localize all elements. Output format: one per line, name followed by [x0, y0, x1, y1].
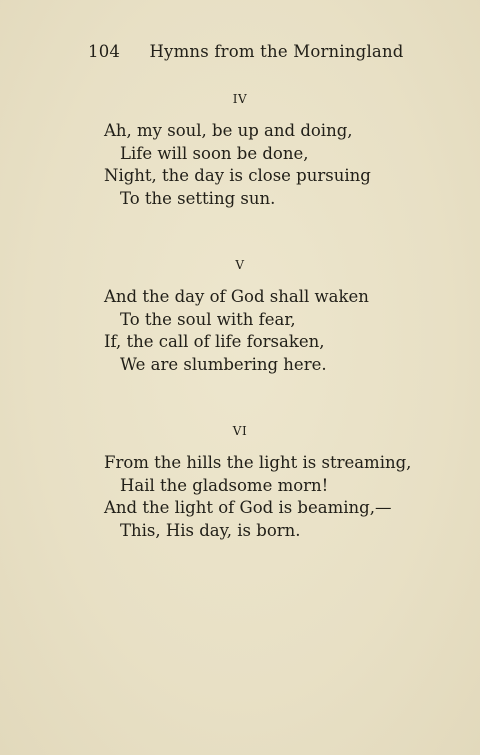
stanza-v — [104, 286, 424, 376]
stanza-line: Hail the gladsome morn! — [120, 475, 329, 495]
stanza-line: From the hills the light is streaming, — [104, 453, 412, 472]
stanza-line: Night, the day is close pursuing — [104, 166, 371, 185]
stanza-line: Life will soon be done, — [120, 143, 309, 163]
stanza-line: If, the call of life forsaken, — [104, 332, 325, 351]
stanza-number-iv: IV — [232, 92, 248, 106]
stanza-number-v: V — [235, 258, 245, 272]
stanza-line: And the day of God shall waken — [104, 287, 369, 306]
stanza-iv — [104, 120, 424, 210]
stanza-line: This, His day, is born. — [120, 520, 301, 540]
stanza-line: To the soul with fear, — [120, 309, 296, 329]
stanza-number-vi: VI — [232, 424, 248, 438]
stanza-vi — [104, 452, 424, 542]
stanza-line: To the setting sun. — [120, 188, 276, 208]
page-number: 104 — [88, 42, 121, 61]
stanza-line: Ah, my soul, be up and doing, — [104, 121, 353, 140]
stanza-line: And the light of God is beaming,— — [104, 498, 392, 517]
page-title: Hymns from the Morningland — [149, 42, 404, 61]
running-head — [88, 42, 404, 61]
stanza-line: We are slumbering here. — [120, 354, 327, 374]
